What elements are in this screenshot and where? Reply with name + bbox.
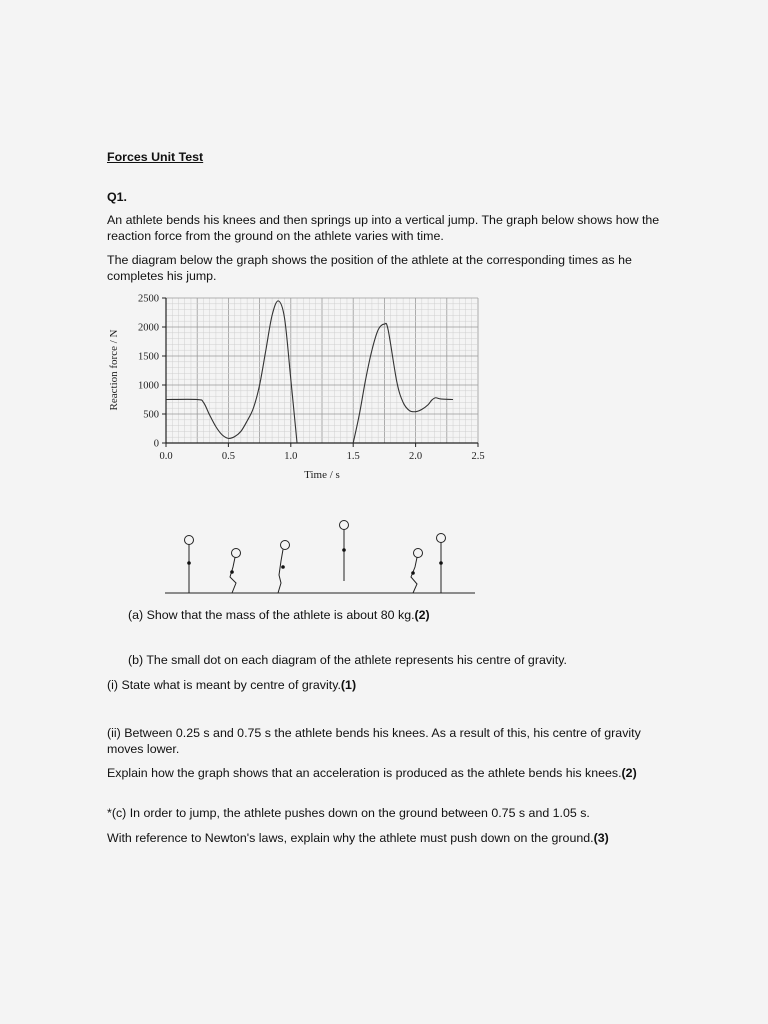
x-tick-label: 0.5 bbox=[221, 451, 235, 462]
athlete-figure-rising bbox=[278, 541, 290, 594]
intro-paragraph-2: The diagram below the graph shows the position of the athlete at the corresponding times as he completes his jump. bbox=[107, 253, 632, 283]
centre-of-gravity-dot bbox=[281, 565, 285, 569]
reaction-force-chart bbox=[100, 288, 490, 488]
question-part-b-ii-explain: Explain how the graph shows that an acceleration is produced as the athlete bends his knees.(2) bbox=[107, 766, 637, 780]
x-tick-label: 2.0 bbox=[409, 451, 423, 462]
y-axis-label: Reaction force / N bbox=[108, 329, 120, 411]
y-tick-label: 2000 bbox=[138, 322, 159, 334]
athlete-figure-standing-final bbox=[437, 534, 446, 594]
athlete-figure-landing bbox=[411, 549, 423, 594]
question-part-a: (a) Show that the mass of the athlete is about 80 kg.(2) bbox=[128, 608, 430, 622]
x-tick-label: 1.0 bbox=[284, 451, 298, 462]
y-tick-label: 1500 bbox=[138, 351, 159, 363]
x-tick-label: 0.0 bbox=[159, 451, 173, 462]
athlete-figure-crouch bbox=[230, 549, 241, 594]
x-tick-label: 2.5 bbox=[471, 451, 485, 462]
centre-of-gravity-dot bbox=[342, 548, 346, 552]
x-axis-label: Time / s bbox=[304, 469, 340, 481]
centre-of-gravity-dot bbox=[439, 561, 443, 565]
question-part-b: (b) The small dot on each diagram of the athlete represents his centre of gravity. bbox=[128, 653, 567, 667]
chart-ticks bbox=[138, 294, 485, 463]
athlete-figure-standing bbox=[185, 536, 194, 594]
x-tick-label: 1.5 bbox=[346, 451, 360, 462]
y-tick-label: 1000 bbox=[138, 380, 159, 392]
question-part-b-ii: (ii) Between 0.25 s and 0.75 s the athlete bends his knees. As a result of this, his centre of gravity moves lower. bbox=[107, 726, 641, 756]
centre-of-gravity-dot bbox=[230, 570, 234, 574]
question-part-c-explain: With reference to Newton's laws, explain why the athlete must push down on the ground.(3) bbox=[107, 831, 609, 845]
athlete-position-diagram bbox=[160, 515, 480, 597]
intro-paragraph-1: An athlete bends his knees and then springs up into a vertical jump. The graph below shows how the reaction force from the ground on the athlete varies with time. bbox=[107, 213, 660, 243]
centre-of-gravity-dot bbox=[411, 571, 415, 575]
question-part-b-i: (i) State what is meant by centre of gravity.(1) bbox=[107, 678, 357, 692]
question-part-c: *(c) In order to jump, the athlete pushes down on the ground between 0.75 s and 1.05 s. bbox=[107, 806, 590, 820]
athlete-figure-airborne bbox=[340, 521, 349, 582]
y-tick-label: 0 bbox=[153, 438, 159, 450]
question-number: Q1. bbox=[107, 190, 127, 204]
y-tick-label: 500 bbox=[143, 409, 159, 421]
centre-of-gravity-dot bbox=[187, 561, 191, 565]
page-title: Forces Unit Test bbox=[107, 150, 204, 164]
y-tick-label: 2500 bbox=[138, 293, 159, 305]
